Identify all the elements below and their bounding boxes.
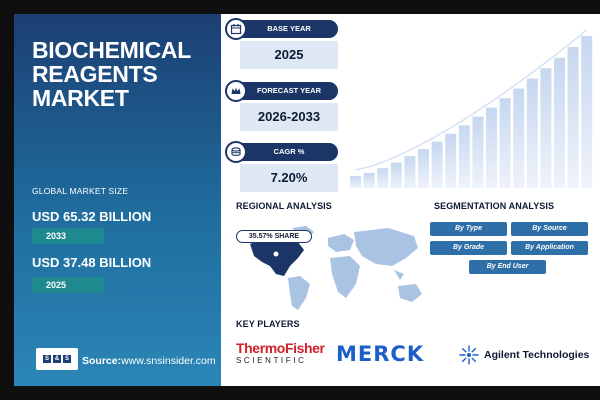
growth-bar — [486, 108, 497, 188]
market-value-2025: USD 37.48 BILLION — [32, 255, 152, 270]
growth-bar — [527, 79, 538, 188]
growth-bar — [364, 173, 375, 188]
card-label: BASE YEAR — [267, 24, 311, 33]
base-year-card — [226, 20, 338, 69]
regional-share-badge: 35.57% SHARE — [236, 230, 312, 243]
segment-by-end-user: By End User — [469, 260, 546, 274]
merck-logo: MERCK — [336, 342, 425, 366]
year-tag-2025: 2025 — [32, 277, 104, 293]
agilent-spark-icon — [458, 344, 480, 366]
segmentation-heading: SEGMENTATION ANALYSIS — [434, 201, 555, 211]
crown-icon — [225, 80, 247, 102]
title-line: BIOCHEMICAL — [32, 37, 191, 63]
growth-bar — [581, 36, 592, 188]
year-tag-2033: 2033 — [32, 228, 104, 244]
growth-bar — [540, 68, 551, 188]
infographic — [14, 14, 600, 386]
cagr-card — [226, 143, 338, 192]
regional-analysis-heading: REGIONAL ANALYSIS — [236, 201, 332, 211]
market-value-2033: USD 65.32 BILLION — [32, 209, 152, 224]
source-url: www.snsinsider.com — [121, 355, 216, 367]
coins-icon — [225, 141, 247, 163]
growth-bar — [500, 98, 511, 188]
growth-bar — [350, 176, 361, 188]
thermofisher-subname: SCIENTIFIC — [236, 356, 307, 365]
global-market-size-label: GLOBAL MARKET SIZE — [32, 186, 129, 196]
growth-bar — [459, 125, 470, 188]
growth-bar — [404, 156, 415, 188]
segment-by-grade: By Grade — [430, 241, 507, 255]
growth-bar — [554, 58, 565, 188]
sns-insider-logo: S & S — [36, 348, 78, 370]
calendar-icon — [225, 18, 247, 40]
card-value: 2026-2033 — [240, 103, 338, 131]
segment-by-application: By Application — [511, 241, 588, 255]
title-line: MARKET — [32, 85, 129, 111]
growth-bar — [377, 168, 388, 188]
thermofisher-name: ThermoFisher — [236, 340, 325, 356]
agilent-name: Agilent Technologies — [484, 349, 590, 361]
growth-bar — [568, 47, 579, 188]
card-value: 7.20% — [240, 164, 338, 192]
growth-bar — [418, 149, 429, 188]
world-map-graphic — [232, 214, 432, 314]
growth-bar — [513, 89, 524, 188]
card-label: CAGR % — [273, 147, 305, 156]
key-players-heading: KEY PLAYERS — [236, 319, 300, 329]
growth-bar — [472, 117, 483, 188]
agilent-logo — [458, 344, 589, 366]
title-line: REAGENTS — [32, 61, 158, 87]
segment-by-source: By Source — [511, 222, 588, 236]
source-line — [82, 355, 216, 367]
growth-bar — [391, 163, 402, 188]
thermofisher-logo — [236, 341, 325, 366]
card-value: 2025 — [240, 41, 338, 69]
card-label: FORECAST YEAR — [256, 86, 322, 95]
page-title — [32, 38, 191, 110]
forecast-year-card — [226, 82, 338, 131]
growth-bars-graphic — [344, 24, 600, 188]
left-panel — [14, 14, 221, 386]
source-label: Source: — [82, 355, 122, 367]
segment-by-type: By Type — [430, 222, 507, 236]
growth-bar — [445, 134, 456, 188]
growth-bar — [432, 142, 443, 188]
